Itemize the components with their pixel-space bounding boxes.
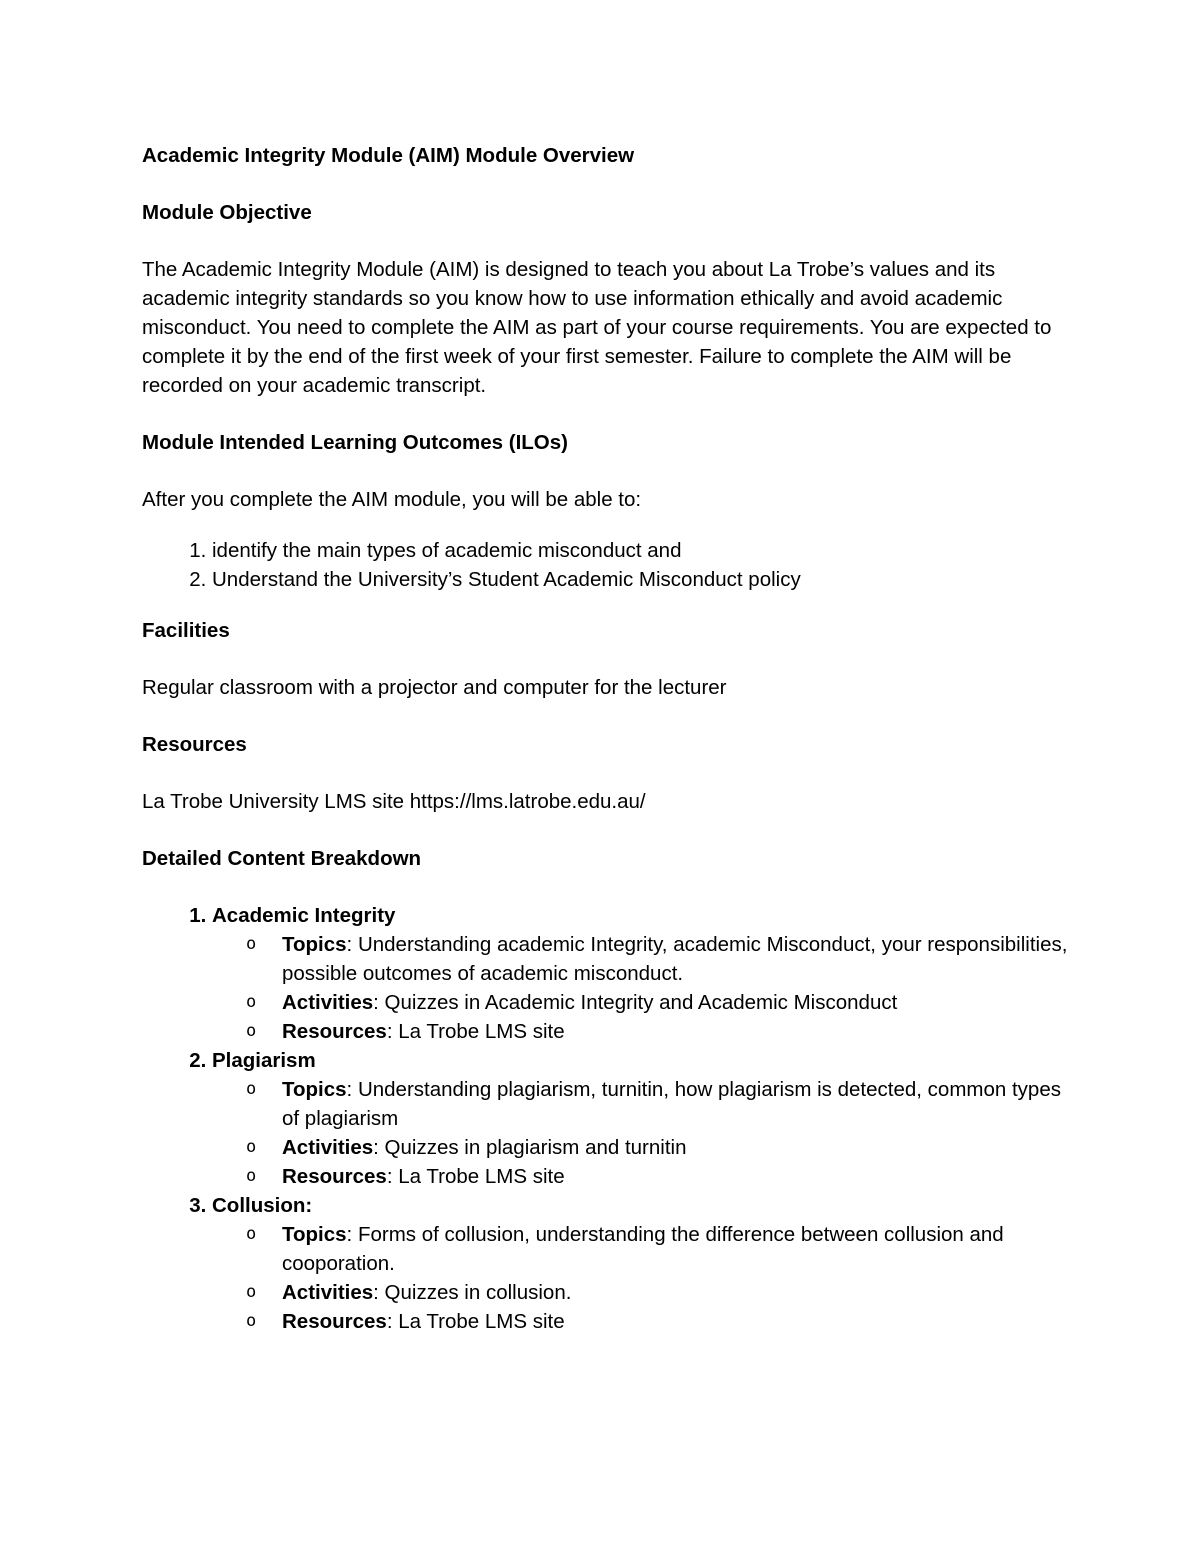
activities-label: Activities [282, 991, 374, 1014]
resources-line-text: : La Trobe LMS site [386, 1310, 565, 1333]
resources-label: Resources [282, 1020, 387, 1043]
outcomes-heading: Module Intended Learning Outcomes (ILOs) [142, 431, 568, 454]
breakdown-item-title: Collusion: [212, 1194, 313, 1217]
breakdown-item-title: Plagiarism [212, 1049, 316, 1072]
breakdown-heading: Detailed Content Breakdown [142, 847, 422, 870]
resources-text: La Trobe University LMS site https://lms.latrobe.edu.au/ [142, 790, 646, 813]
topics-label: Topics [282, 933, 347, 956]
breakdown-item-academic-integrity [212, 901, 1072, 1046]
circle-bullet-icon: o [246, 1137, 257, 1157]
activities-text: : Quizzes in plagiarism and turnitin [373, 1136, 687, 1159]
facilities-text: Regular classroom with a projector and computer for the lecturer [142, 676, 727, 699]
activities-text: : Quizzes in Academic Integrity and Academic Misconduct [373, 991, 898, 1014]
breakdown-item-collusion [212, 1191, 1072, 1336]
circle-bullet-icon: o [246, 992, 257, 1012]
outcome-item: 2. Understand the University’s Student Academic Misconduct policy [212, 565, 1072, 594]
activities-line [246, 1278, 1072, 1307]
breakdown-sub-list [212, 1220, 1072, 1336]
breakdown-sub-list [212, 1075, 1072, 1191]
resources-line-text: : La Trobe LMS site [386, 1165, 565, 1188]
circle-bullet-icon: o [246, 1282, 257, 1302]
resources-line-text: : La Trobe LMS site [386, 1020, 565, 1043]
resources-line [246, 1307, 1072, 1336]
resources-line [246, 1162, 1072, 1191]
circle-bullet-icon: o [246, 1166, 257, 1186]
circle-bullet-icon: o [246, 1079, 257, 1099]
resources-label: Resources [282, 1310, 387, 1333]
resources-heading: Resources [142, 733, 247, 756]
circle-bullet-icon: o [246, 1311, 257, 1331]
circle-bullet-icon: o [246, 1224, 257, 1244]
circle-bullet-icon: o [246, 934, 257, 954]
circle-bullet-icon: o [246, 1021, 257, 1041]
outcome-item: 1. identify the main types of academic misconduct and [212, 536, 1072, 565]
resources-label: Resources [282, 1165, 387, 1188]
topics-line [246, 1075, 1072, 1133]
topics-text: : Understanding academic Integrity, academic Misconduct, your responsibilities, possible outcomes of academic misconduct. [282, 933, 1068, 985]
objective-text: The Academic Integrity Module (AIM) is designed to teach you about La Trobe’s values and its academic integrity standards so you know how to use information ethically and avoid academic misconduct. You need to complete the AIM as part of your course requirements. You are expected to complete it by the end of the first week of your first semester. Failure to complete the AIM will be recorded on your academic transcript. [142, 258, 1052, 397]
activities-line [246, 988, 1072, 1017]
activities-text: : Quizzes in collusion. [373, 1281, 572, 1304]
document-title: Academic Integrity Module (AIM) Module Overview [142, 144, 635, 167]
activities-label: Activities [282, 1136, 374, 1159]
topics-label: Topics [282, 1078, 347, 1101]
outcomes-list [142, 536, 1072, 594]
breakdown-list [142, 901, 1072, 1336]
outcomes-intro: After you complete the AIM module, you will be able to: [142, 488, 642, 511]
topics-label: Topics [282, 1223, 347, 1246]
resources-line [246, 1017, 1072, 1046]
activities-line [246, 1133, 1072, 1162]
activities-label: Activities [282, 1281, 374, 1304]
topics-line [246, 1220, 1072, 1278]
breakdown-sub-list [212, 930, 1072, 1046]
facilities-heading: Facilities [142, 619, 230, 642]
topics-text: : Forms of collusion, understanding the difference between collusion and cooporation. [282, 1223, 1004, 1275]
breakdown-item-plagiarism [212, 1046, 1072, 1191]
document-content [142, 141, 1072, 1336]
objective-heading: Module Objective [142, 201, 312, 224]
breakdown-item-title: Academic Integrity [212, 904, 396, 927]
topics-text: : Understanding plagiarism, turnitin, how plagiarism is detected, common types of plagiarism [282, 1078, 1061, 1130]
topics-line [246, 930, 1072, 988]
